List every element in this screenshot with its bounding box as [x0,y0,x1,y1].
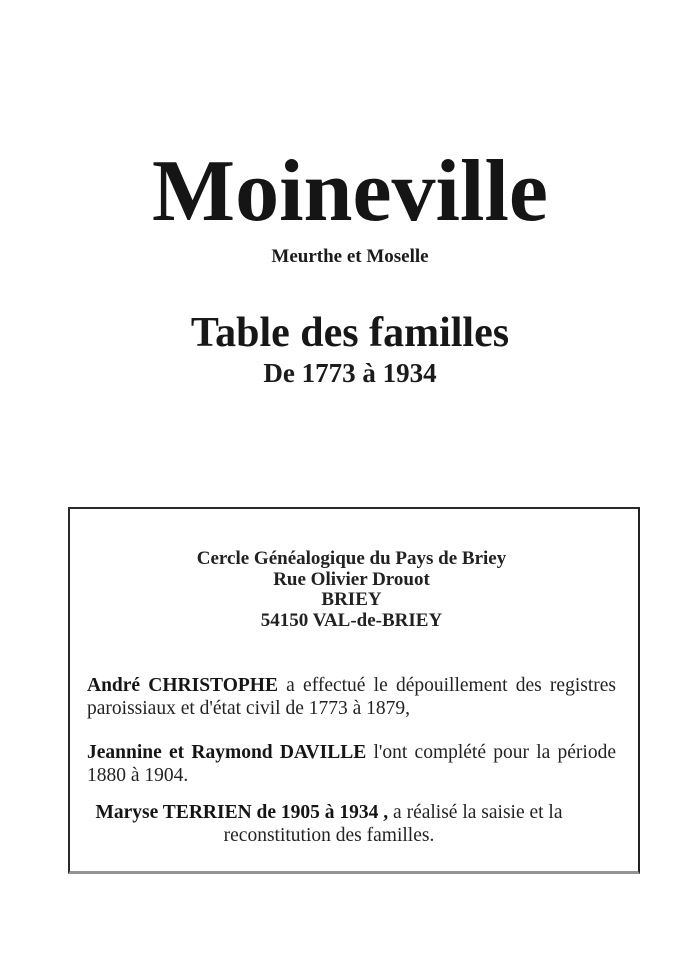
section-title: Table des familles [190,310,510,356]
credit-paragraph-daville [87,741,616,787]
address-postal-city: 54150 VAL-de-BRIEY [260,609,443,631]
address-block [87,549,616,631]
section-date-range: De 1773 à 1934 [263,358,437,388]
address-city: BRIEY [321,589,382,610]
address-organization: Cercle Généalogique du Pays de Briey [196,548,507,569]
credit-paragraph-christophe [87,674,616,720]
contributor-name: Maryse TERRIEN de 1905 à 1934 , [95,802,389,823]
page-title: Moineville [152,143,548,240]
contributor-name: Jeannine et Raymond DAVILLE [87,742,367,763]
contributor-description: a réalisé la saisie et la reconstitution des familles. [223,802,563,846]
contributor-description: a effectué le dépouillement des registres paroissiaux et d'état civil de 1773 à 1879, [87,675,616,719]
credit-paragraph-terrien [87,801,616,847]
page-subtitle: Meurthe et Moselle [271,246,429,267]
credits-box [68,507,640,874]
contributor-description: l'ont complété pour la période 1880 à 1904. [87,742,616,786]
address-street: Rue Olivier Drouot [273,568,430,590]
contributor-name: André CHRISTOPHE [87,675,278,696]
